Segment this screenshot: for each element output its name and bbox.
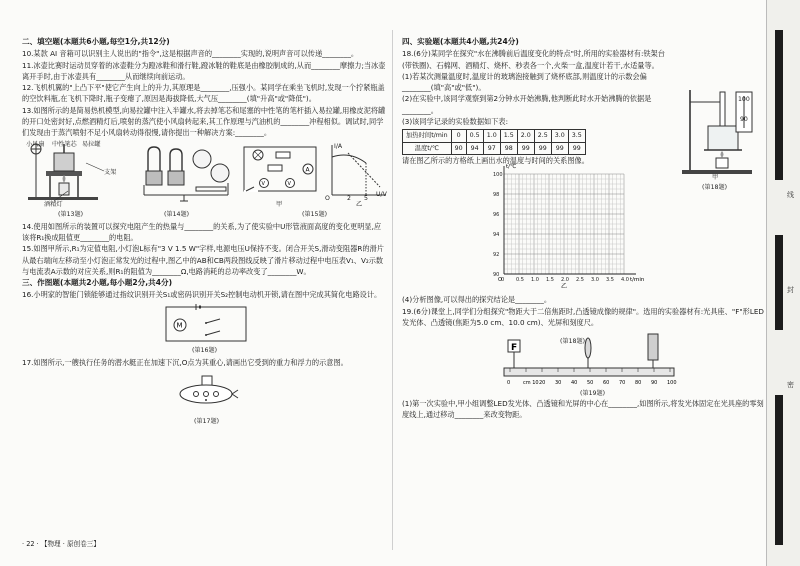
left-column [22,36,388,428]
table-cell: 1.0 [483,130,500,142]
sidebar-char: 封 [787,286,794,294]
figures-13-14-15 [22,141,388,219]
page-footer: · 22 · 【物理 · 原创卷三】 [22,540,100,548]
y-tick-label: 100 [493,172,503,179]
sidebar-bar [775,30,783,180]
y-tick-label: 94 [493,232,500,239]
label-pen: 中性笔芯 [52,140,77,148]
y-tick-label: 98 [493,192,500,199]
sidebar-bar [775,235,783,330]
question-16: 16.小明家的智能门锁能够通过指纹识别开关S₁或密码识别开关S₂控制电动机开锁,请在图中完成其简化电路设计。 [22,290,382,300]
label-can: 易拉罐 [82,140,101,148]
ruler-tick-label: 60 [603,380,610,387]
figure-16-caption: (第16题) [192,346,218,354]
x-tick-label: 0.5 [516,277,524,284]
x-tick-label: 2.5 [576,277,584,284]
y-tick-label: 96 [493,212,500,219]
table-cell: 98 [500,142,517,154]
question-10: 10.某款 AI 音箱可以识别主人说出的"指令",这是根据声音的________实现的,说明声音可以传递________。 [22,49,359,59]
chart-caption: 乙 [561,283,568,291]
iv-x-label: U/V [376,190,387,198]
thermo-label-100: 100 [738,96,750,103]
light-screen [648,334,658,360]
question-17: 17.如图所示,一艘执行任务的潜水艇正在加速下沉,O点为其重心,请画出它受到的重力和浮力的示意图。 [22,357,348,367]
joule-heating-figure [140,143,232,205]
lock-circuit-figure [162,303,252,345]
question-18-2: (2)在实验中,该同学观察到第2分钟水开始沸腾,他判断此时水开始沸腾的依据是________。 [402,94,652,115]
question-19-1: (1)第一次实验中,甲小组调整LED发光体、凸透镜和光屏的中心在________,如图所示,将发光体固定在光具座的零刻度线上,通过移动________来改变物距。 [402,399,764,420]
table-cell: 99 [517,142,534,154]
figure-17-caption: (第17题) [194,418,220,426]
led-f-label: F [511,343,518,354]
figure-15-caption: (第15题) [302,210,328,218]
x-tick-label: 1.5 [546,277,554,284]
ruler-tick-label: 50 [587,380,594,387]
table-cell: 94 [466,142,483,154]
question-14: 14.使用如图所示的装置可以探究电阻产生的热量与________的关系,为了使实验中U形管液面高度的变化更明显,应该将R₁换成阻值更________的电阻。 [22,221,382,242]
question-15: 15.如图甲所示,R₁为定值电阻,小灯泡L标有"3 V 1.5 W"字样,电源电压U保持不变。闭合开关S,滑动变阻器R的滑片从最右端向左移动至小灯泡正常发光的过程中,图乙中的AB和CB两段图线反映了滑片移动过程中电压表V₁、V₂示数与电流表A示数的对应关系,则R₁的阻值为________Ω,电路消耗的总功率改变了________W。 [22,244,384,276]
question-18-1: (1)若某次测量温度时,温度计的玻璃泡接触到了烧杯底部,则温度计的示数会偏________(填"高"或"低")。 [402,71,647,93]
table-row [403,130,586,142]
ruler-tick-label: 100 [667,380,677,387]
sidebar-char: 线 [787,191,794,199]
figure-18-caption-top: (第18题) [702,184,728,191]
optical-bench-figure [502,330,682,386]
svg-text:M: M [176,321,183,330]
convex-lens [585,338,591,358]
table-cell: 99 [534,142,551,154]
question-12: 12.飞机机翼的"上凸下平"使它产生向上的升力,其原理是________,压强小。某同学在乘坐飞机时,发现一个拧紧瓶盖的空饮料瓶,在飞机下降时,瓶子变瘪了,原因是海拔降低,大气压________(填"升高"或"降低")。 [22,83,385,104]
column-divider [392,30,393,550]
label-fan: 小风扇 [26,140,45,148]
sidebar-char: 密 [787,381,794,389]
ruler-tick-label: 30 [555,380,562,387]
data-table [402,129,586,155]
x-tick-label: 2.0 [561,277,569,284]
ruler-tick-label: cm 10 [523,380,539,387]
figure-18-caption: (第18题) [560,338,586,345]
ruler-tick-label: 80 [635,380,642,387]
circuit-diagram [238,143,322,203]
table-cell: 0 [451,130,466,142]
table-cell: 97 [483,142,500,154]
ruler-tick-label: 70 [619,380,626,387]
table-cell: 2.0 [517,130,534,142]
y-axis-label: t/℃ [506,164,517,171]
temperature-grid-svg [482,164,652,291]
table-cell: 1.5 [500,130,517,142]
binding-sidebar [766,0,800,566]
table-row [403,142,586,154]
iv-tick-2: 2 [347,194,351,202]
x-axis-label: t/min [630,277,645,284]
question-11: 11.冰壶比赛时运动员穿着的冰壶鞋分为蹬冰鞋和滑行鞋,蹬冰鞋的鞋底是由橡胶制成的,从而________摩擦力;当冰壶离开手时,由于冰壶具有________从而继续向前运动。 [22,60,386,81]
svg-text:V: V [287,180,291,187]
section4-title: 四、实验题(本题共4小题,共24分) [402,37,519,46]
submarine-figure [172,374,242,410]
question-18-3: (3)该同学记录的实验数据如下表: [402,117,509,127]
iv-tick-5: 5 [364,194,368,202]
table-row-label: 加热时间t/min [403,130,452,142]
label-stand: 支架 [104,168,117,176]
ruler-tick-label: 40 [571,380,578,387]
question-18: 18.(6分)某同学在探究"水在沸腾前后温度变化的特点"时,所用的实验器材有:铁架台(带铁圈)、石棉网、酒精灯、烧杯、秒表各一个,火柴一盒,温度计若干,水适量等。 [402,49,665,70]
fig15-yi: 乙 [356,200,363,208]
figure-17 [22,368,388,428]
x-tick-label: 1.0 [531,277,539,284]
y-tick-label: 92 [493,252,500,259]
question-19: 19.(6分)课堂上,同学们分组探究"物距大于二倍焦距时,凸透镜成像的规律"。选用的实验器材有:光具座、"F"形LED发光体、凸透镜(焦距为5.0 cm、10.0 cm)、光屏和刻度尺。 [402,306,764,327]
fig15-jia: 甲 [276,200,283,208]
ruler-tick-label: 20 [539,380,546,387]
x-tick-label: 4.0 [621,277,629,284]
table-row-label: 温度t/℃ [403,142,452,154]
section2-title: 二、填空题(本题共6小题,每空1分,共12分) [22,37,170,46]
table-cell: 90 [451,142,466,154]
label-lamp: 酒精灯 [44,200,63,208]
origin-label: O [498,277,502,284]
thermo-label-90: 90 [740,116,748,123]
question-18-plot: 请在图乙所示的方格纸上画出水的温度与时间的关系图像。 [402,155,589,165]
figure-18-jia: 甲 [712,174,719,181]
table-cell: 3.5 [568,130,585,142]
figure-14-caption: (第14题) [164,210,190,218]
figure-13-caption: (第13题) [58,210,84,218]
sidebar-bar [775,395,783,545]
figure-16 [22,301,388,357]
question-18-4: (4)分析图像,可以得出的探究结论是________。 [402,295,552,305]
ruler-tick-label: 90 [651,380,658,387]
figure-19-caption: (第19题) [580,390,606,398]
ruler-tick-label: 0 [507,380,511,387]
section3-title: 三、作图题(本题共2小题,每小题2分,共4分) [22,278,173,288]
table-cell: 99 [568,142,585,154]
x-tick-label: 3.0 [591,277,599,284]
table-cell: 0.5 [466,130,483,142]
x-tick-label: 0 [501,277,505,284]
table-cell: 99 [551,142,568,154]
table-cell: 2.5 [534,130,551,142]
table-cell: 3.0 [551,130,568,142]
iv-origin: O [325,194,330,202]
x-tick-label: 3.5 [606,277,614,284]
iv-y-label: I/A [334,142,343,150]
heat-engine-figure [24,141,134,205]
svg-text:V: V [261,180,265,187]
svg-text:A: A [305,166,310,174]
question-13: 13.如图所示的是简易热机模型,向易拉罐中注入半罐水,将去掉笔芯和尾塞的中性笔的笔杆插入易拉罐,用橡皮泥将罐的开口处密封好,点燃酒精灯后,喷射的蒸汽使小风扇转起来,其工作原理与汽油机的________冲程相似。调试时,同学们发现由于蒸汽喷射不足小风扇转动得很慢,请你提出一种解决方案:________。 [22,105,386,138]
y-tick-label: 90 [493,272,500,279]
bench-rail [504,368,674,376]
